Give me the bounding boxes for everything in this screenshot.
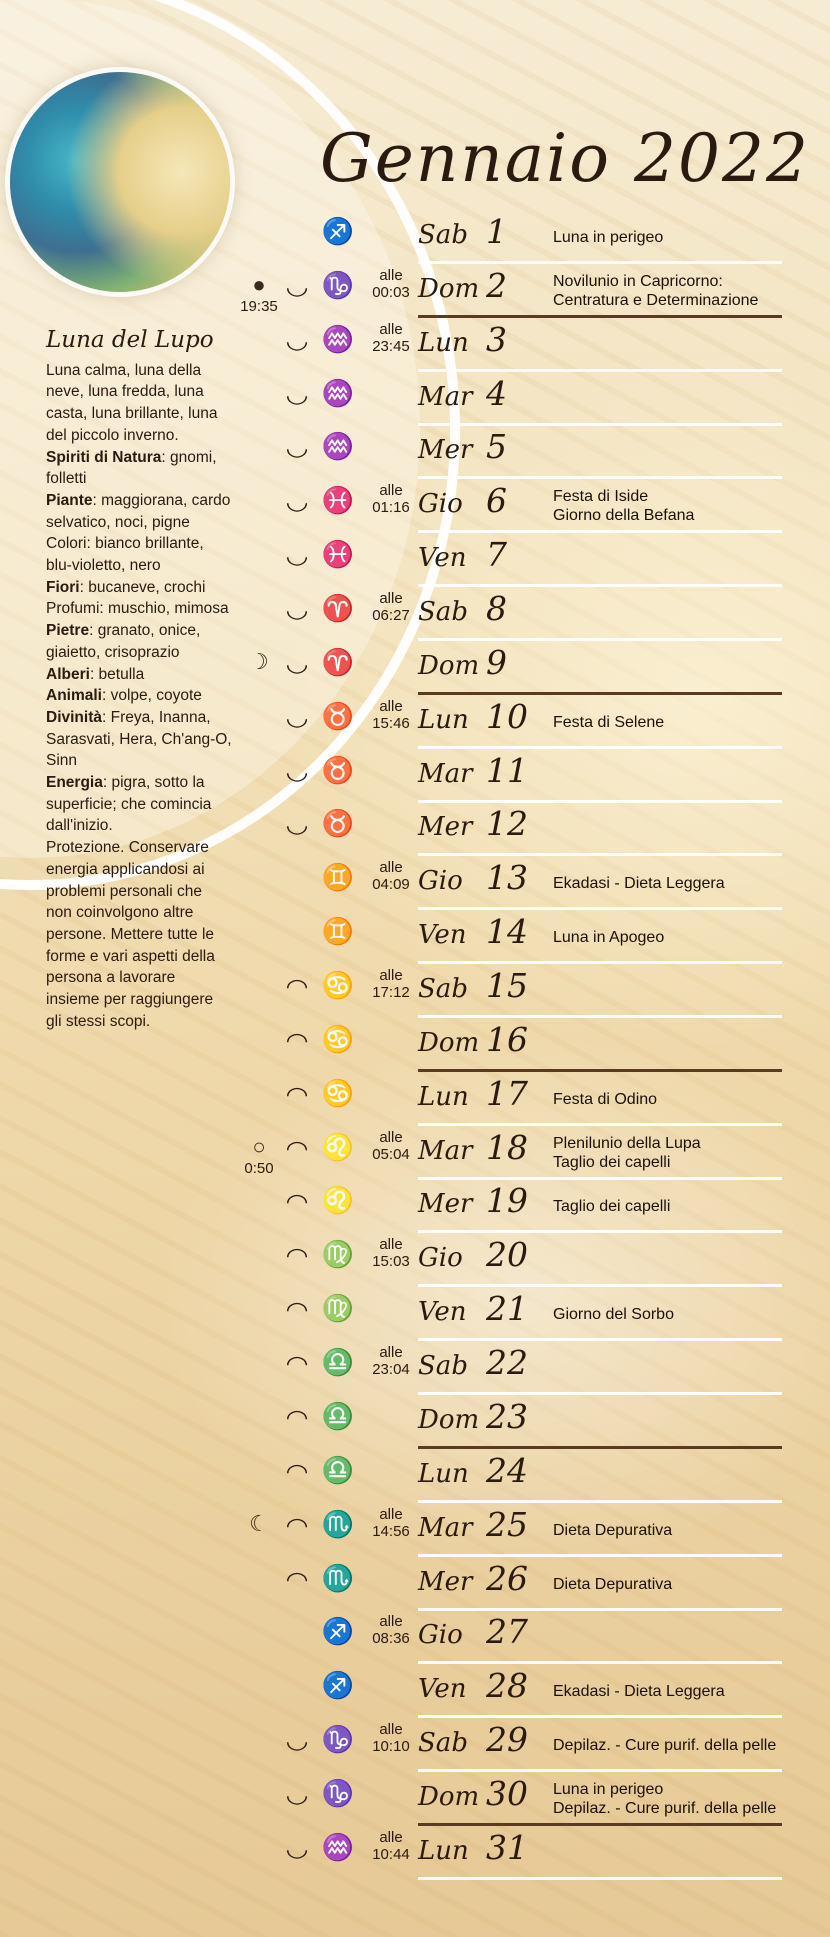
weekday-label: Ven (418, 1297, 467, 1328)
day-row (0, 802, 830, 856)
moon-info-text: : Freya, Inanna, Sarasvati, Hera, Ch'ang-O, Sinn (46, 708, 232, 770)
day-notes (553, 713, 793, 732)
day-notes (553, 1090, 793, 1109)
day-note: Luna in perigeo (553, 229, 664, 246)
row-divider (418, 1877, 782, 1880)
sign-change-time (366, 1344, 416, 1378)
day-number: 21 (486, 1289, 528, 1329)
zodiac-sign-icon: ♈ (321, 646, 355, 677)
weekday-label: Sab (418, 1728, 468, 1759)
day-row (0, 910, 830, 964)
weekday-label: Sab (418, 1351, 468, 1382)
sign-change-hour: 15:03 (372, 1253, 410, 1271)
day-row (0, 1072, 830, 1126)
weekday-label: Dom (418, 650, 480, 681)
weekday-label: Lun (418, 327, 469, 358)
zodiac-sign-icon: ♒ (321, 377, 355, 408)
moon-direction-icon: ◠ (285, 1458, 309, 1484)
zodiac-sign-icon: ♊ (321, 916, 355, 947)
moon-phase-icon: ☾ (249, 1510, 269, 1536)
day-note: Depilaz. - Cure purif. della pelle (553, 1799, 777, 1817)
zodiac-sign-icon: ♋ (321, 1077, 355, 1108)
sign-change-hour: 23:45 (372, 337, 410, 355)
weekday-label: Lun (418, 704, 469, 735)
zodiac-sign-icon: ♉ (321, 808, 355, 839)
sign-change-time (366, 267, 416, 301)
sign-change-hour: 01:16 (372, 499, 410, 517)
weekday-label: Lun (418, 1458, 469, 1489)
weekday-label: Dom (418, 273, 480, 304)
sign-change-time (366, 1506, 416, 1540)
day-number: 9 (486, 642, 507, 682)
day-note: Plenilunio della Lupa (553, 1134, 701, 1152)
moon-direction-icon: ◠ (285, 1512, 309, 1538)
moon-info-label: Fiori (46, 578, 80, 596)
weekday-label: Mar (418, 381, 473, 412)
day-row (0, 641, 830, 695)
zodiac-sign-icon: ♉ (321, 700, 355, 731)
moon-info-label: Piante (46, 491, 93, 509)
moon-name: Luna del Lupo (46, 327, 214, 353)
zodiac-sign-icon: ♏ (321, 1562, 355, 1593)
sign-change-label: alle (379, 320, 403, 338)
weekday-label: Sab (418, 597, 468, 628)
moon-direction-icon: ◡ (285, 1781, 309, 1807)
moon-phase-icon: ● (252, 271, 266, 297)
day-row (0, 1395, 830, 1449)
day-number: 25 (486, 1504, 528, 1544)
zodiac-sign-icon: ♈ (321, 593, 355, 624)
zodiac-sign-icon: ♎ (321, 1347, 355, 1378)
moon-info-label: Divinità (46, 708, 102, 726)
moon-direction-icon: ◡ (285, 650, 309, 676)
day-notes (553, 1305, 793, 1324)
day-number: 13 (486, 858, 528, 898)
sign-change-time (366, 1829, 416, 1863)
day-row (0, 1341, 830, 1395)
zodiac-sign-icon: ♌ (321, 1185, 355, 1216)
day-row (0, 533, 830, 587)
moon-direction-icon: ◠ (285, 974, 309, 1000)
sign-change-time (366, 1721, 416, 1755)
day-number: 26 (486, 1558, 528, 1598)
day-number: 7 (486, 535, 507, 575)
zodiac-sign-icon: ♋ (321, 1023, 355, 1054)
zodiac-sign-icon: ♒ (321, 431, 355, 462)
sign-change-time (366, 859, 416, 893)
day-row (0, 1503, 830, 1557)
sign-change-time (366, 590, 416, 624)
day-notes (553, 1736, 793, 1755)
day-notes (553, 1134, 793, 1172)
zodiac-sign-icon: ♌ (321, 1131, 355, 1162)
day-row (0, 856, 830, 910)
day-row (0, 264, 830, 318)
moon-direction-icon: ◠ (285, 1404, 309, 1430)
day-number: 15 (486, 966, 528, 1006)
moon-info-text: Profumi: muschio, mimosa (46, 600, 229, 618)
day-number: 17 (486, 1073, 528, 1113)
weekday-label: Gio (418, 489, 463, 520)
day-notes (553, 487, 793, 525)
sign-change-time (366, 1236, 416, 1270)
day-row (0, 425, 830, 479)
day-note: Depilaz. - Cure purif. della pelle (553, 1737, 777, 1755)
day-notes (553, 228, 793, 247)
moon-direction-icon: ◠ (285, 1351, 309, 1377)
weekday-label: Dom (418, 1404, 480, 1435)
day-notes (553, 1521, 793, 1540)
sign-change-label: alle (379, 1344, 403, 1362)
day-note: Novilunio in Capricorno: (553, 272, 723, 290)
day-note: Taglio dei capelli (553, 1198, 671, 1216)
day-row (0, 1610, 830, 1664)
moon-direction-icon: ◡ (285, 597, 309, 623)
moon-phase-icon: ○ (252, 1133, 266, 1159)
sign-change-label: alle (379, 1721, 403, 1739)
sign-change-label: alle (379, 1613, 403, 1631)
day-row (0, 1557, 830, 1611)
day-number: 20 (486, 1235, 528, 1275)
zodiac-sign-icon: ♉ (321, 754, 355, 785)
day-number: 8 (486, 589, 507, 629)
day-row (0, 210, 830, 264)
day-row (0, 587, 830, 641)
sign-change-label: alle (379, 1505, 403, 1523)
sign-change-time (366, 698, 416, 732)
moon-info-label: Pietre (46, 622, 90, 640)
weekday-label: Dom (418, 1027, 480, 1058)
day-number: 6 (486, 481, 507, 521)
day-notes (553, 1197, 793, 1216)
day-note: Ekadasi - Dieta Leggera (553, 1683, 725, 1701)
moon-phase-time: 0:50 (244, 1159, 274, 1177)
day-number: 5 (486, 427, 507, 467)
sign-change-label: alle (379, 1828, 403, 1846)
day-note: Dieta Depurativa (553, 1521, 673, 1539)
day-note: Festa di Odino (553, 1090, 658, 1108)
day-row (0, 479, 830, 533)
day-number: 3 (486, 319, 507, 359)
zodiac-sign-icon: ♒ (321, 1831, 355, 1862)
weekday-label: Ven (418, 920, 467, 951)
moon-info-text: : betulla (89, 665, 145, 683)
zodiac-sign-icon: ♍ (321, 1293, 355, 1324)
day-number: 30 (486, 1773, 528, 1813)
day-notes (553, 874, 793, 893)
weekday-label: Dom (418, 1781, 480, 1812)
moon-info-text: : bucaneve, crochi (79, 578, 206, 596)
day-number: 23 (486, 1396, 528, 1436)
zodiac-sign-icon: ♒ (321, 323, 355, 354)
day-row (0, 964, 830, 1018)
day-note: Ekadasi - Dieta Leggera (553, 875, 725, 893)
sign-change-time (366, 482, 416, 516)
sign-change-hour: 00:03 (372, 283, 410, 301)
day-row (0, 749, 830, 803)
sign-change-hour: 23:04 (372, 1361, 410, 1379)
moon-direction-icon: ◡ (285, 381, 309, 407)
day-row (0, 695, 830, 749)
zodiac-sign-icon: ♑ (321, 1777, 355, 1808)
moon-info-text: : volpe, coyote (101, 687, 202, 705)
day-note: Giorno della Befana (553, 507, 695, 525)
page-title: Gennaio 2022 (320, 120, 810, 197)
day-row (0, 1233, 830, 1287)
moon-info-text: Luna calma, luna della neve, luna fredda, luna casta, luna brillante, luna del piccolo inverno. (46, 361, 218, 444)
weekday-label: Ven (418, 1674, 467, 1705)
weekday-label: Mer (418, 1189, 473, 1220)
sign-change-hour: 05:04 (372, 1145, 410, 1163)
day-number: 14 (486, 912, 528, 952)
moon-direction-icon: ◠ (285, 1081, 309, 1107)
day-row (0, 318, 830, 372)
day-note: Dieta Depurativa (553, 1575, 673, 1593)
weekday-label: Mar (418, 1135, 473, 1166)
zodiac-sign-icon: ♊ (321, 862, 355, 893)
moon-phase-time: 19:35 (240, 297, 278, 315)
day-row (0, 1018, 830, 1072)
sign-change-label: alle (379, 697, 403, 715)
day-number: 1 (486, 212, 507, 251)
sign-change-label: alle (379, 266, 403, 284)
moon-direction-icon: ◡ (285, 1728, 309, 1754)
sign-change-label: alle (379, 967, 403, 985)
day-note: Luna in Apogeo (553, 929, 665, 947)
sign-change-hour: 06:27 (372, 607, 410, 625)
sign-change-label: alle (379, 1128, 403, 1146)
weekday-label: Lun (418, 1835, 469, 1866)
sign-change-time (366, 1129, 416, 1163)
moon-info-label: Energia (46, 774, 103, 792)
moon-info-text: : gnomi, folletti (46, 448, 217, 488)
weekday-label: Mer (418, 1566, 473, 1597)
weekday-label: Sab (418, 220, 468, 250)
day-row (0, 1449, 830, 1503)
moon-info-label: Spiriti di Natura (46, 448, 162, 466)
day-notes (553, 272, 793, 310)
moon-direction-icon: ◠ (285, 1566, 309, 1592)
moon-direction-icon: ◡ (285, 812, 309, 838)
day-notes (553, 928, 793, 947)
moon-info-label: Alberi (46, 665, 90, 683)
sign-change-label: alle (379, 1236, 403, 1254)
day-number: 22 (486, 1343, 528, 1383)
day-number: 28 (486, 1666, 528, 1706)
zodiac-sign-icon: ♍ (321, 1239, 355, 1270)
zodiac-sign-icon: ♑ (321, 269, 355, 300)
moon-direction-icon: ◡ (285, 327, 309, 353)
day-number: 31 (486, 1827, 528, 1867)
sign-change-time (366, 1613, 416, 1647)
day-row (0, 1718, 830, 1772)
moon-direction-icon: ◠ (285, 1135, 309, 1161)
moon-direction-icon: ◡ (285, 435, 309, 461)
day-row (0, 1126, 830, 1180)
day-note: Giorno del Sorbo (553, 1306, 674, 1324)
day-row (0, 1179, 830, 1233)
weekday-label: Lun (418, 1081, 469, 1112)
zodiac-sign-icon: ♑ (321, 1724, 355, 1755)
weekday-label: Mer (418, 812, 473, 843)
moon-direction-icon: ◡ (285, 758, 309, 784)
moon-direction-icon: ◠ (285, 1243, 309, 1269)
day-number: 19 (486, 1181, 528, 1221)
day-row (0, 1772, 830, 1826)
day-number: 29 (486, 1720, 528, 1760)
moon-direction-icon: ◡ (285, 1835, 309, 1861)
zodiac-sign-icon: ♓ (321, 485, 355, 516)
day-number: 24 (486, 1450, 528, 1490)
day-number: 10 (486, 696, 528, 736)
day-number: 16 (486, 1019, 528, 1059)
weekday-label: Mar (418, 758, 473, 789)
day-row (0, 1826, 830, 1880)
zodiac-sign-icon: ♋ (321, 970, 355, 1001)
moon-info-text: Colori: bianco brillante, blu-violetto, nero (46, 535, 204, 575)
zodiac-sign-icon: ♎ (321, 1400, 355, 1431)
moon-info-label: Animali (46, 687, 102, 705)
weekday-label: Mar (418, 1512, 473, 1543)
day-note: Taglio dei capelli (553, 1153, 671, 1171)
moon-direction-icon: ◡ (285, 543, 309, 569)
weekday-label: Gio (418, 1243, 463, 1274)
sign-change-hour: 10:10 (372, 1738, 410, 1756)
zodiac-sign-icon: ♓ (321, 539, 355, 570)
day-note: Festa di Iside (553, 488, 649, 506)
day-number: 4 (486, 373, 507, 413)
moon-info-text: : maggiorana, cardo selvatico, noci, pigne (46, 491, 231, 531)
sign-change-time (366, 321, 416, 355)
moon-direction-icon: ◠ (285, 1189, 309, 1215)
moon-direction-icon: ◡ (285, 704, 309, 730)
sign-change-hour: 14:56 (372, 1522, 410, 1540)
zodiac-sign-icon: ♏ (321, 1508, 355, 1539)
moon-info-text: : pigra, sotto la superficie; che comincia dall'inizio. (46, 774, 212, 835)
sign-change-label: alle (379, 482, 403, 500)
day-row (0, 372, 830, 426)
moon-info-text: : granato, onice, giaietto, crisoprazio (46, 622, 201, 661)
day-notes (553, 1780, 793, 1818)
weekday-label: Gio (418, 1620, 463, 1651)
zodiac-sign-icon: ♐ (321, 1670, 355, 1701)
moon-info-text: Protezione. Conservare energia applicandosi ai problemi personali che non coinvolgono altre persone. Mettere tutte le forme e vari aspetti della persona a lavorare insieme per raggiungere gli stessi scopi. (46, 839, 215, 1030)
moon-direction-icon: ◡ (285, 273, 309, 299)
sign-change-time (366, 967, 416, 1001)
day-row (0, 1664, 830, 1718)
zodiac-sign-icon: ♐ (321, 1616, 355, 1647)
sign-change-hour: 15:46 (372, 714, 410, 732)
moon-phase-icon: ☽ (249, 648, 269, 674)
day-number: 12 (486, 804, 528, 844)
day-notes (553, 1682, 793, 1701)
sign-change-label: alle (379, 859, 403, 877)
day-note: Luna in perigeo (553, 1780, 664, 1798)
day-note: Festa di Selene (553, 713, 665, 731)
day-number: 18 (486, 1127, 528, 1167)
moon-direction-icon: ◠ (285, 1297, 309, 1323)
sign-change-hour: 04:09 (372, 876, 410, 894)
sign-change-hour: 17:12 (372, 984, 410, 1002)
day-notes (553, 1575, 793, 1594)
day-number: 11 (486, 750, 528, 790)
sign-change-hour: 10:44 (372, 1845, 410, 1863)
day-number: 27 (486, 1612, 528, 1652)
weekday-label: Sab (418, 974, 468, 1005)
weekday-label: Mer (418, 435, 473, 466)
weekday-label: Gio (418, 866, 463, 897)
day-number: 2 (486, 265, 507, 305)
day-row (0, 1287, 830, 1341)
sign-change-hour: 08:36 (372, 1630, 410, 1648)
weekday-label: Ven (418, 543, 467, 574)
zodiac-sign-icon: ♎ (321, 1454, 355, 1485)
sign-change-label: alle (379, 590, 403, 608)
day-note: Centratura e Determinazione (553, 291, 759, 309)
zodiac-sign-icon: ♐ (321, 216, 355, 246)
moon-direction-icon: ◠ (285, 1027, 309, 1053)
moon-direction-icon: ◡ (285, 489, 309, 515)
